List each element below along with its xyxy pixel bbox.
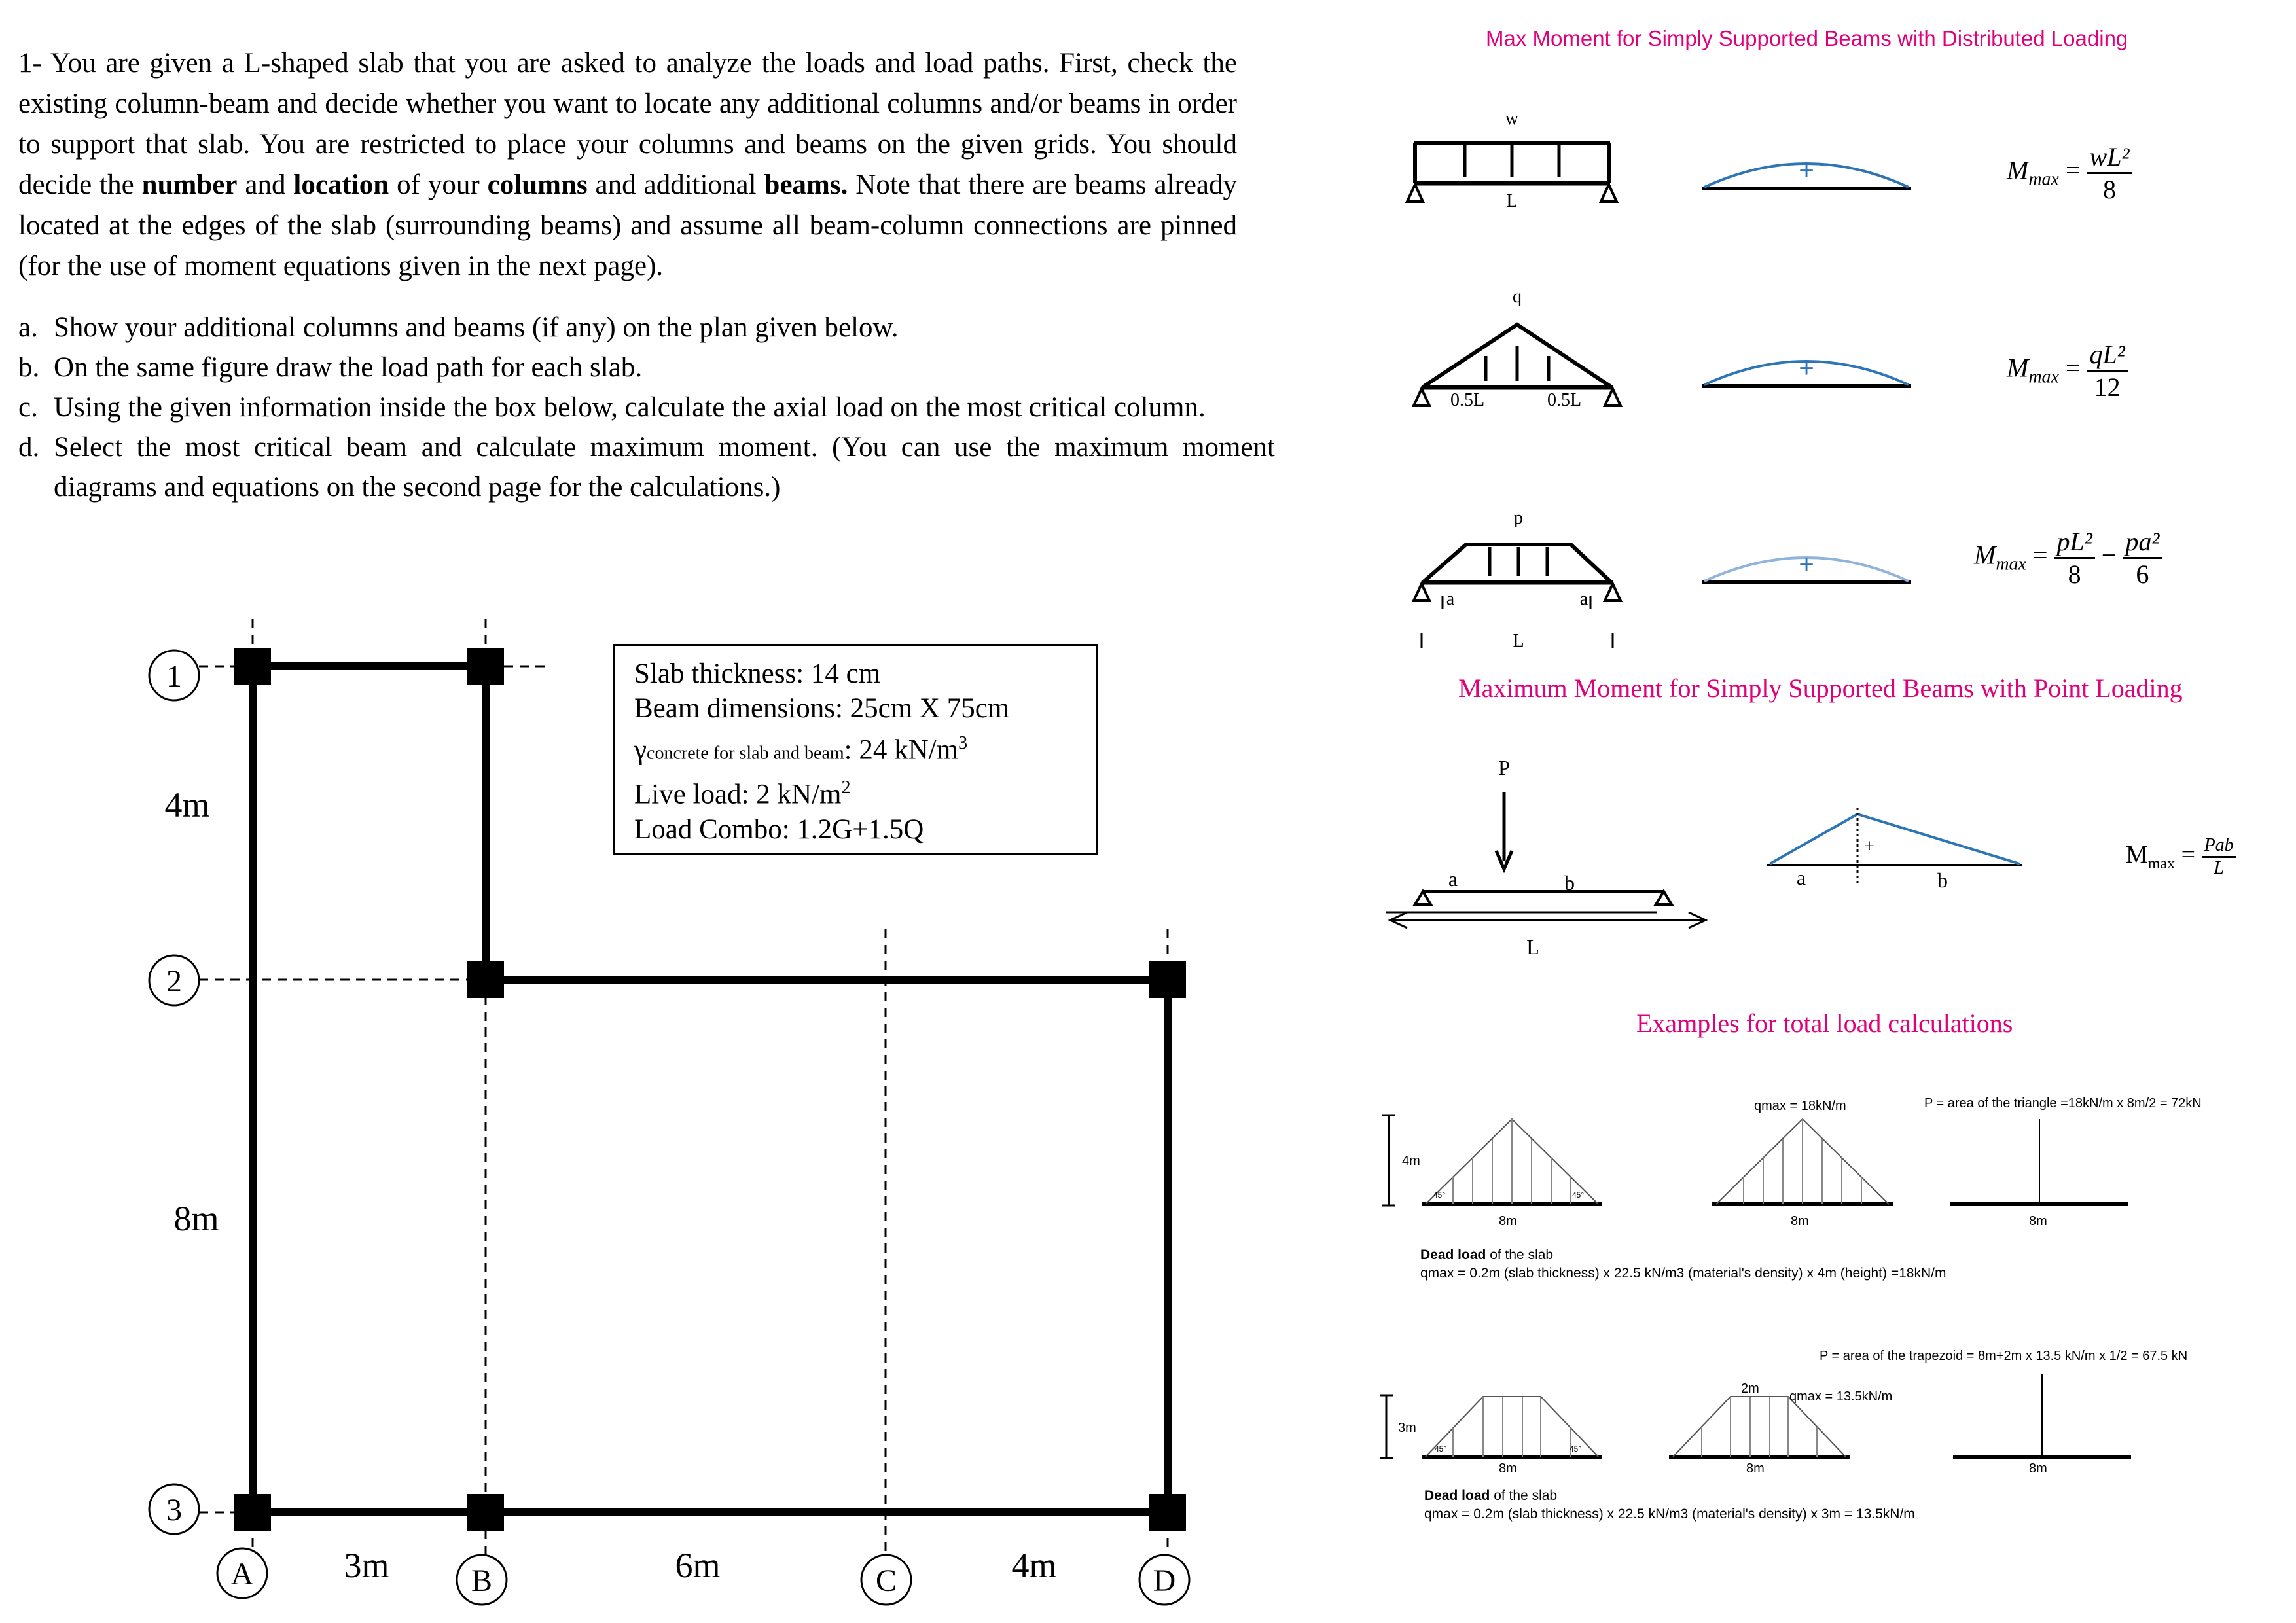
ex2-qmax: qmax = 13.5kN/m — [1789, 1389, 1893, 1404]
beam2-left-label: 0.5L — [1450, 390, 1485, 410]
dim-4m: 4m — [164, 785, 210, 825]
column-a1 — [234, 648, 271, 685]
column-b3 — [467, 1494, 504, 1531]
ex1-height: 4m — [1402, 1154, 1420, 1168]
ex1-qmax: qmax = 18kN/m — [1754, 1099, 1846, 1113]
diag-a-label: a — [1796, 866, 1806, 889]
grid-col-c: C — [875, 1563, 897, 1598]
column-d2 — [1149, 961, 1186, 998]
beam3-a-left: a — [1446, 589, 1455, 609]
dim-4m-h: 4m — [1011, 1546, 1057, 1585]
grid-col-a: A — [230, 1557, 254, 1592]
grid-row-1: 1 — [166, 659, 182, 694]
beam-diagrams — [1361, 79, 2296, 681]
column-b1 — [467, 648, 504, 685]
grid-col-b: B — [471, 1563, 493, 1598]
point-b-label: b — [1564, 871, 1575, 895]
ex1-angle-right: 45° — [1572, 1190, 1585, 1200]
ex2-height: 3m — [1398, 1421, 1416, 1435]
grid-row-3: 3 — [166, 1493, 182, 1527]
beam3-span-label: L — [1513, 631, 1524, 651]
plus-sign-2: + — [1799, 354, 1814, 383]
point-load-label: P — [1498, 756, 1510, 779]
beam3-load-label: p — [1514, 508, 1523, 528]
ex2-p-text: P = area of the trapezoid = 8m+2m x 13.5 kN/m x 1/2 = 67.5 kN — [1820, 1349, 2188, 1363]
problem-intro: 1- You are given a L-shaped slab that you are asked to analyze the loads and load paths. First, check the existing column-beam and decide whether you want to locate any additional columns and/or beams in order to support that slab. You are restricted to place your columns and beams on the given grids. You should decide the number and location of your columns and additional beams. Note that there are beams already located at the edges of the slab (surrounding beams) and assume all beam-column connections are pinned (for the use of moment equations given in the next page). — [18, 48, 1237, 281]
beam3-a-right: a — [1579, 589, 1588, 609]
density-line: γconcrete for slab and beam: 24 $kN/m^3$ — [634, 733, 968, 766]
task-item-b: b. On the same figure draw the load path for each slab. — [18, 352, 643, 383]
ex1-span-1: 8m — [1499, 1214, 1517, 1228]
plus-sign-3: + — [1799, 550, 1814, 579]
diag-b-label: b — [1937, 868, 1948, 892]
ex2-span-1: 8m — [1499, 1461, 1517, 1476]
formula-point: $M_{max}$ = $\frac{\text{Pab}}{L}$ — [2126, 835, 2236, 879]
given-info-box: Slab thickness: 14 cm Beam dimensions: 25cm X 75cm γconcrete for slab and beam: 24 $kN/m^3$ Live load: 2 $kN/m^2$ Load Combo: 1.2G+1.5Q — [613, 644, 1098, 855]
dim-3m: 3m — [344, 1546, 389, 1585]
column-a3 — [234, 1494, 271, 1531]
point-a-label: a — [1448, 867, 1458, 891]
beam1-load-label: w — [1505, 109, 1519, 129]
task-item-a: a. Show your additional columns and beams (if any) on the plan given below. — [18, 312, 899, 343]
formula-uniform: $M_{max}$ = $\frac{\text{wL²}}{8}$ — [2007, 141, 2132, 205]
live-load-line: Live load: 2 $kN/m^2$ — [634, 777, 851, 810]
title-examples: Examples for total load calculations — [1636, 1008, 2013, 1038]
ex1-span-3: 8m — [2029, 1214, 2047, 1228]
beam1-span-label: L — [1506, 191, 1518, 211]
ex2-dead-load: Dead load of the slab qmax = 0.2m (slab thickness) x 22.5 kN/m3 (material's density) x 3m = 13.5kN/m — [1424, 1488, 1915, 1522]
ex1-angle-left: 45° — [1433, 1190, 1446, 1200]
task-item-d: d. Select the most critical beam and calculate maximum moment. (You can use the maximum moment diagrams and equations on the second page for the calculations.) — [18, 432, 1275, 503]
ex2-span-2: 8m — [1746, 1461, 1765, 1476]
grid-row-2: 2 — [166, 964, 182, 999]
column-d3 — [1149, 1494, 1186, 1531]
column-b2 — [467, 961, 504, 998]
ex1-p-text: P = area of the triangle =18kN/m x 8m/2 = 72kN — [1924, 1096, 2202, 1111]
ex2-span-3: 8m — [2029, 1461, 2047, 1476]
plus-sign-1: + — [1799, 156, 1814, 185]
formula-triangular: $M_{max}$ = $\frac{\text{qL²}}{12}$ — [2007, 339, 2128, 402]
ex2-top: 2m — [1741, 1382, 1759, 1396]
ex2-angle-left: 45° — [1435, 1444, 1447, 1454]
title-point: Maximum Moment for Simply Supported Beams with Point Loading — [1458, 673, 2183, 703]
diag-plus: + — [1864, 836, 1874, 857]
grid-col-d: D — [1153, 1563, 1176, 1598]
dim-8m: 8m — [173, 1199, 219, 1238]
point-span-label: L — [1526, 935, 1539, 959]
task-item-c: c. Using the given information inside the box below, calculate the axial load on the most critical column. — [18, 392, 1206, 423]
ex1-span-2: 8m — [1791, 1214, 1809, 1228]
ex1-dead-load: Dead load of the slab qmax = 0.2m (slab thickness) x 22.5 kN/m3 (material's density) x 4m (height) =18kN/m — [1420, 1247, 1946, 1281]
dim-6m: 6m — [675, 1546, 721, 1585]
title-distributed: Max Moment for Simply Supported Beams with Distributed Loading — [1486, 26, 2128, 50]
beam2-load-label: q — [1513, 287, 1522, 307]
beam2-right-label: 0.5L — [1547, 390, 1582, 410]
ex2-angle-right: 45° — [1570, 1444, 1582, 1454]
formula-trapezoidal: $M_{max}$ = $\frac{\text{pL²}}{8}$ − $\frac{\text{pa²}}{6}$ — [1974, 526, 2162, 590]
